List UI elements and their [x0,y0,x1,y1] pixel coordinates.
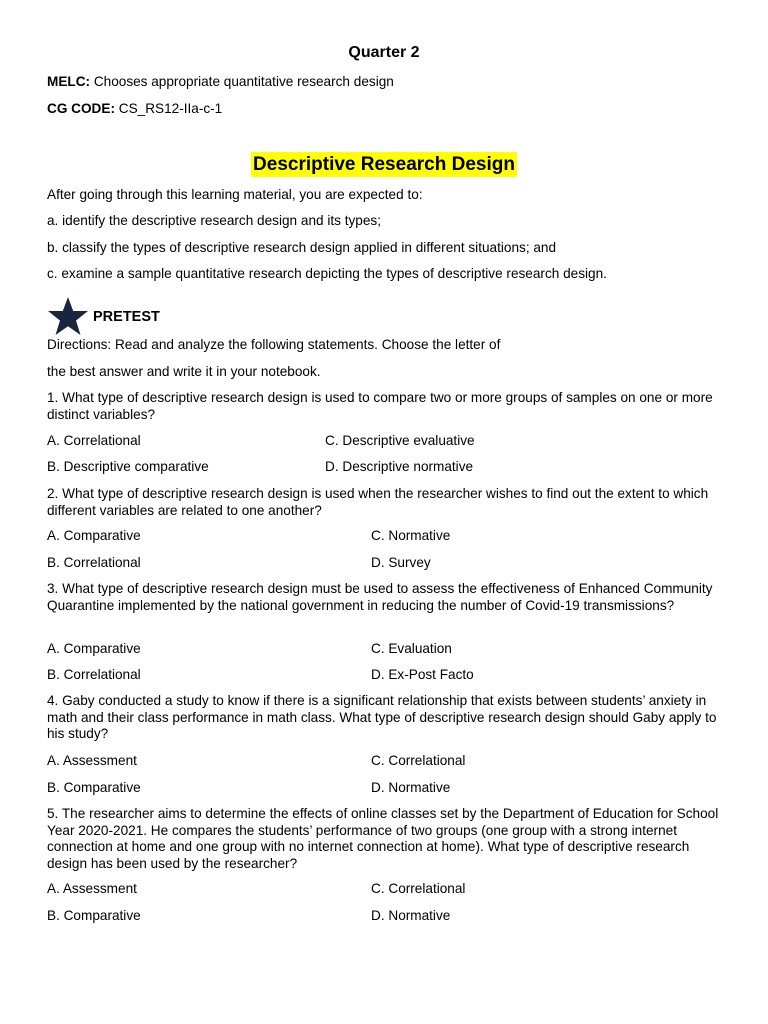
title-wrap [0,152,768,177]
choice-b: B. Descriptive comparative [47,459,209,474]
star-icon [47,296,89,336]
choice-a: A. Assessment [47,753,137,768]
choice-a: A. Correlational [47,433,141,448]
cg-code-label: CG CODE: [47,101,115,116]
choice-a: A. Assessment [47,881,137,896]
choice-c: C. Normative [371,528,451,543]
choice-c: C. Evaluation [371,641,452,656]
choice-b: B. Comparative [47,780,141,795]
quarter-heading: Quarter 2 [348,44,420,61]
melc-value: Chooses appropriate quantitative research design [90,74,394,89]
directions-line-2: the best answer and write it in your notebook. [47,364,321,379]
choice-d: D. Survey [371,555,431,570]
page-title: Descriptive Research Design [253,154,515,175]
cg-code-line [47,101,728,118]
melc-label: MELC: [47,74,91,89]
choice-c: C. Correlational [371,753,466,768]
objective-item: b. classify the types of descriptive research design applied in different situations; and [47,240,557,255]
choice-b: B. Correlational [47,555,141,570]
question-2: 2. What type of descriptive research design is used when the researcher wishes to find out the extent to which different variables are related to one another? [47,486,709,518]
question-5: 5. The researcher aims to determine the effects of online classes set by the Department of Education for School Year 2020-2021. He compares the students’ performance of two groups (one group with a strong internet connection at home and one group with no internet connection at home). What type of descriptive research design has been used by the researcher? [47,806,719,871]
objective-item: c. examine a sample quantitative research depicting the types of descriptive research design. [47,266,607,281]
choice-a: A. Comparative [47,641,141,656]
choice-c: C. Correlational [371,881,466,896]
question-1: 1. What type of descriptive research design is used to compare two or more groups of samples on one or more distinct variables? [47,390,713,422]
choice-d: D. Normative [371,908,451,923]
pretest-heading: PRETEST [93,309,160,325]
choice-c: C. Descriptive evaluative [325,433,475,448]
question-3: 3. What type of descriptive research design must be used to assess the effectiveness of Enhanced Community Quarantine implemented by the national government in reducing the number of Covid-19 transmissions? [47,581,713,613]
choice-b: B. Correlational [47,667,141,682]
choice-a: A. Comparative [47,528,141,543]
cg-code-value: CS_RS12-IIa-c-1 [114,101,223,116]
question-4: 4. Gaby conducted a study to know if there is a significant relationship that exists between students’ anxiety in math and their class performance in math class. What type of descriptive research design should Gaby apply to his study? [47,693,717,741]
melc-line [47,74,728,91]
directions-line-1: Directions: Read and analyze the following statements. Choose the letter of [47,337,501,352]
choice-d: D. Normative [371,780,451,795]
objective-item: a. identify the descriptive research design and its types; [47,213,381,228]
choice-d: D. Descriptive normative [325,459,474,474]
objectives-intro: After going through this learning material, you are expected to: [47,187,423,202]
choice-d: D. Ex-Post Facto [371,667,474,682]
choice-b: B. Comparative [47,908,141,923]
